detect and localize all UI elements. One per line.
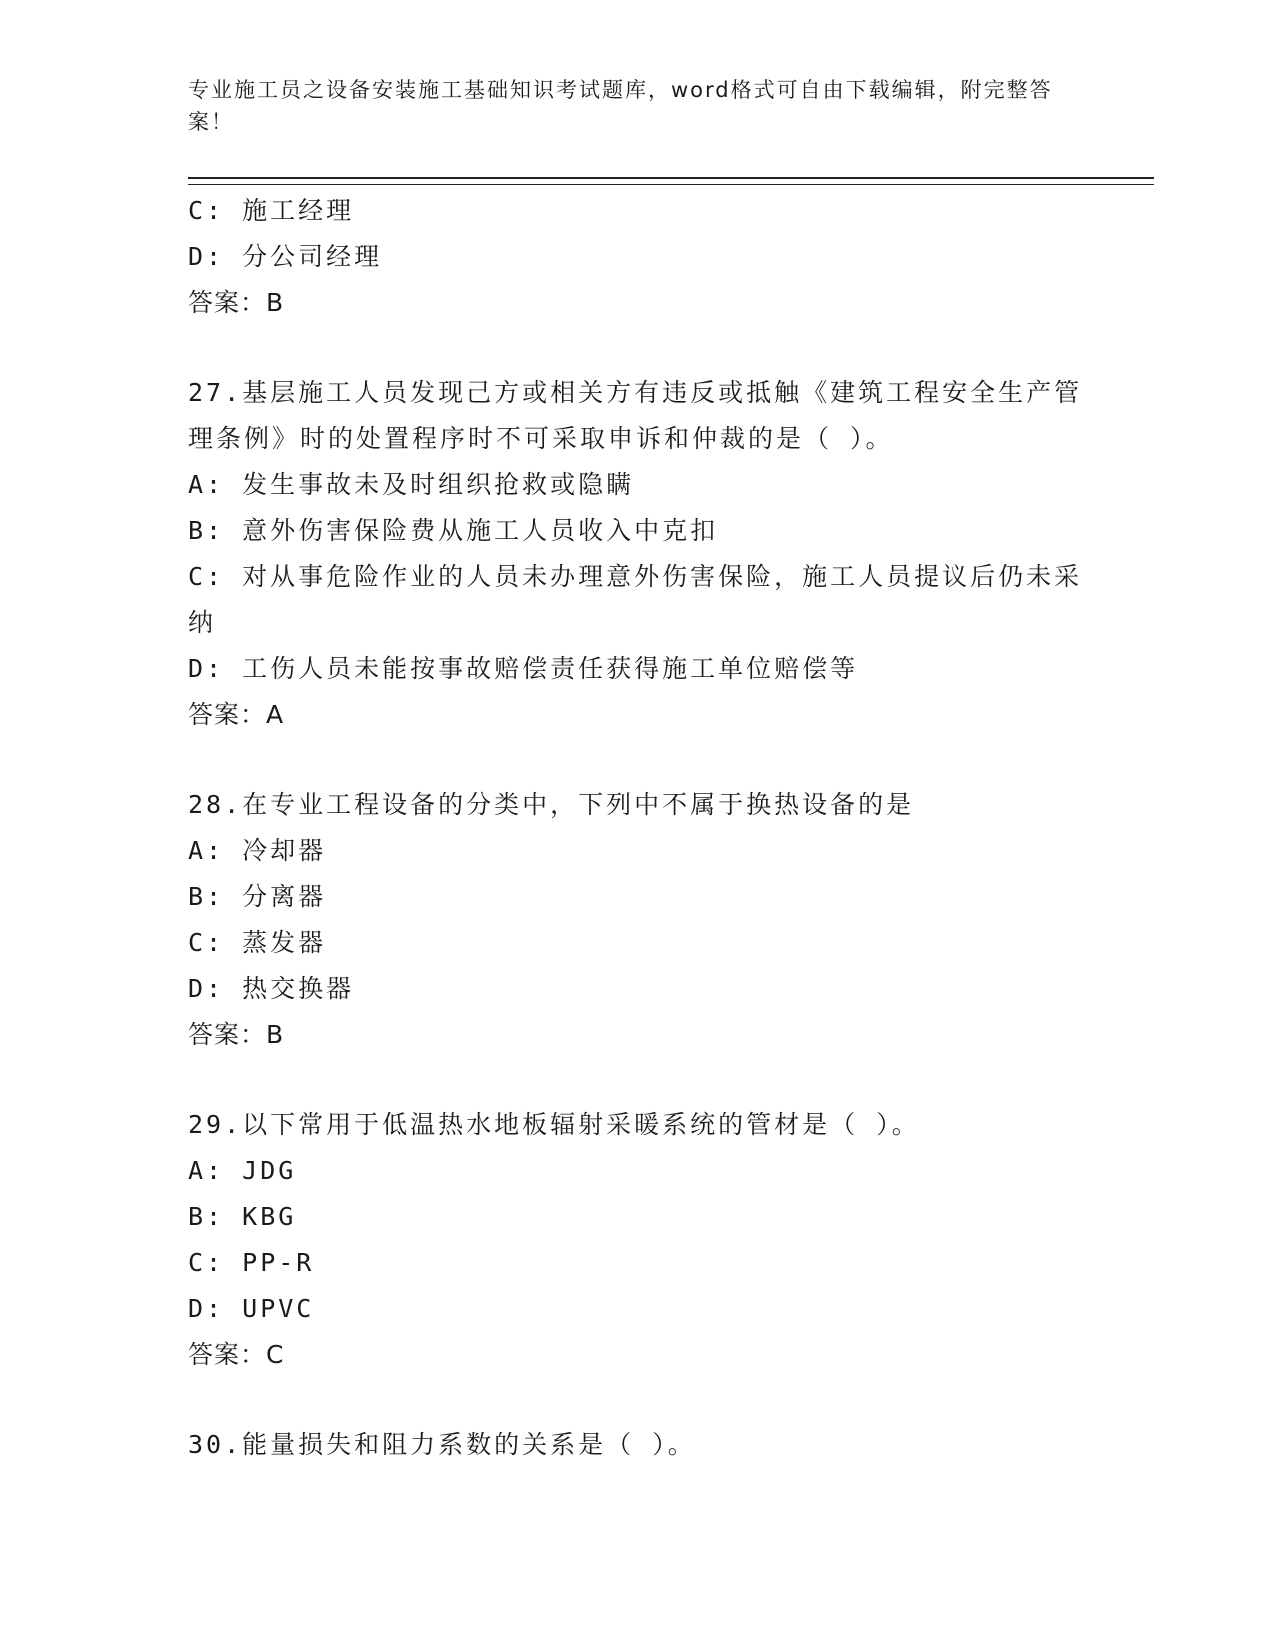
option-d: D: 分公司经理 [188,242,383,271]
question-list [188,188,1088,1468]
option-a: A: 冷却器 [188,836,327,865]
question-28 [188,782,1088,1058]
option-d: D: 热交换器 [188,974,355,1003]
question-title: 30.能量损失和阻力系数的关系是（ ）。 [188,1430,696,1459]
page-header [188,74,1068,138]
option-a: A: JDG [188,1156,297,1185]
option-c: C: 施工经理 [188,196,355,225]
option-d: D: UPVC [188,1294,315,1323]
question-title: 27.基层施工人员发现己方或相关方有违反或抵触《建筑工程安全生产管理条例》时的处置程序时不可采取申诉和仲裁的是（ ）。 [188,378,1083,453]
answer: 答案：A [188,700,285,729]
option-b: B: KBG [188,1202,297,1231]
question-title: 29.以下常用于低温热水地板辐射采暖系统的管材是（ ）。 [188,1110,920,1139]
option-c: C: 蒸发器 [188,928,327,957]
question-29 [188,1102,1088,1378]
option-a: A: 发生事故未及时组织抢救或隐瞒 [188,470,635,499]
answer: 答案：C [188,1340,285,1369]
header-title: 专业施工员之设备安装施工基础知识考试题库，word格式可自由下载编辑，附完整答案！ [188,78,1053,134]
question-26-continued [188,188,1088,326]
question-27 [188,370,1088,738]
option-c: C: PP-R [188,1248,315,1277]
option-d: D: 工伤人员未能按事故赔偿责任获得施工单位赔偿等 [188,654,859,683]
option-b: B: 分离器 [188,882,327,911]
answer: 答案：B [188,1020,285,1049]
option-b: B: 意外伤害保险费从施工人员收入中克扣 [188,516,719,545]
answer: 答案：B [188,288,285,317]
option-c: C: 对从事危险作业的人员未办理意外伤害保险，施工人员提议后仍未采纳 [188,562,1083,637]
question-title: 28.在专业工程设备的分类中，下列中不属于换热设备的是 [188,790,915,819]
question-30 [188,1422,1088,1468]
header-divider [188,177,1154,185]
